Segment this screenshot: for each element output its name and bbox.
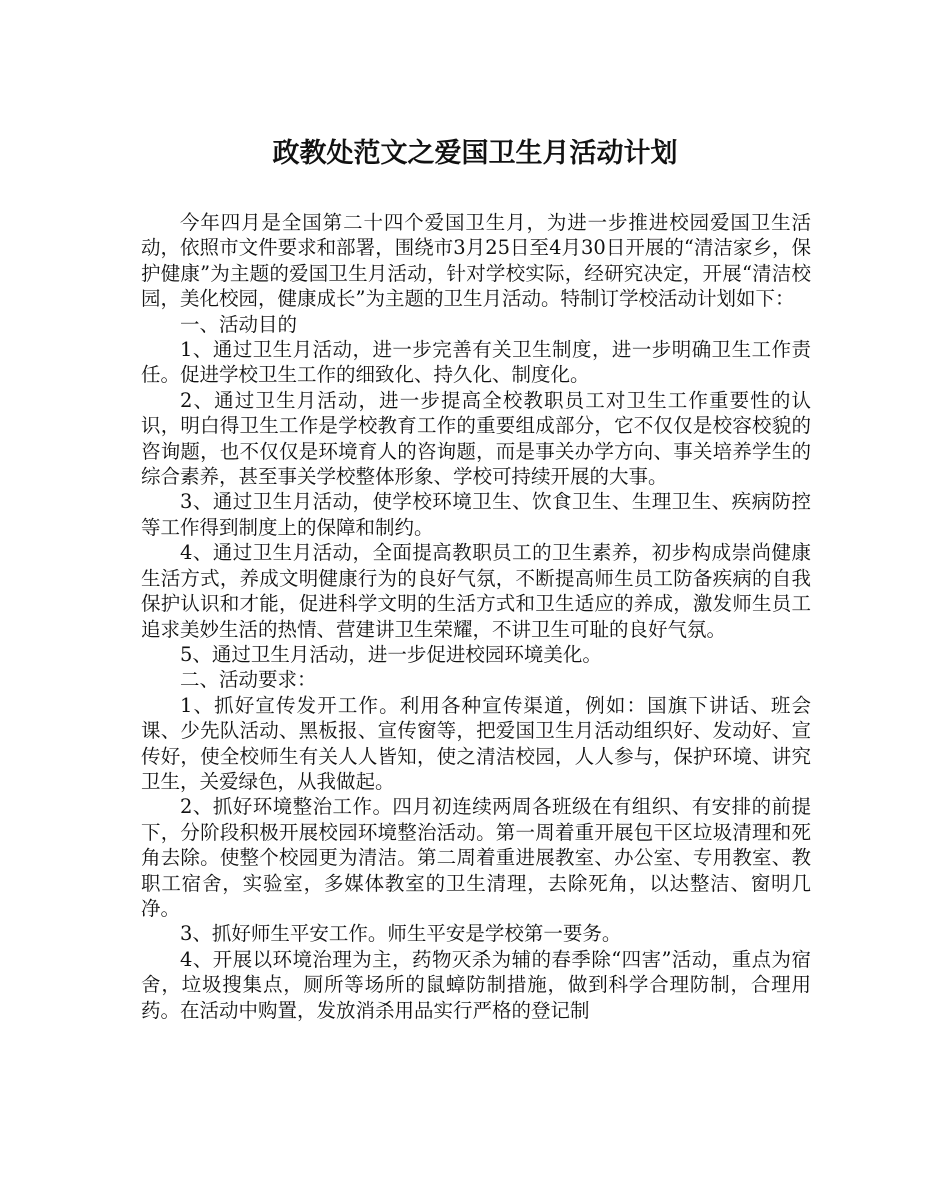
section-heading-requirements: 二、活动要求： bbox=[180, 668, 317, 692]
paragraph-requirement-4: 4、开展以环境治理为主，药物灭杀为辅的春季除“四害”活动，重点为宿舍，垃圾搜集点，厕所等场所的鼠蟑防制措施，做到科学合理防制，合理用药。在活动中购置，发放消杀用品实行严格的登记制 bbox=[141, 947, 811, 1022]
paragraph-purpose-5: 5、通过卫生月活动，进一步促进校园环境美化。 bbox=[180, 642, 602, 666]
paragraph-requirement-3: 3、抓好师生平安工作。师生平安是学校第一要务。 bbox=[180, 922, 622, 946]
section-heading-purpose: 一、活动目的 bbox=[180, 312, 298, 336]
paragraph-requirement-2: 2、抓好环境整治工作。四月初连续两周各班级在有组织、有安排的前提下，分阶段积极开展校园环境整治活动。第一周着重开展包干区垃圾清理和死角去除。使整个校园更为清洁。第二周着重进展教室、办公室、专用教室、教职工宿舍，实验室，多媒体教室的卫生清理，去除死角，以达整洁、窗明几净。 bbox=[141, 795, 811, 920]
paragraph-purpose-2: 2、通过卫生月活动，进一步提高全校教职员工对卫生工作重要性的认识，明白得卫生工作是学校教育工作的重要组成部分，它不仅仅是校容校貌的咨询题，也不仅仅是环境育人的咨询题，而是事关办学方向、事关培养学生的综合素养，甚至事关学校整体形象、学校可持续开展的大事。 bbox=[141, 388, 811, 489]
paragraph-purpose-1: 1、通过卫生月活动，进一步完善有关卫生制度，进一步明确卫生工作责任。促进学校卫生工作的细致化、持久化、制度化。 bbox=[141, 338, 811, 387]
paragraph-requirement-1: 1、抓好宣传发开工作。利用各种宣传渠道，例如：国旗下讲话、班会课、少先队活动、黑板报、宣传窗等，把爱国卫生月活动组织好、发动好、宣传好，使全校师生有关人人皆知，使之清洁校园，人人参与，保护环境、讲究卫生，关爱绿色，从我做起。 bbox=[141, 693, 811, 793]
paragraph-intro: 今年四月是全国第二十四个爱国卫生月，为进一步推进校园爱国卫生活动，依照市文件要求和部署，围绕市3月25日至4月30日开展的“清洁家乡，保护健康”为主题的爱国卫生月活动，针对学校实际，经研究决定，开展“清洁校园，美化校园，健康成长”为主题的卫生月活动。特制订学校活动计划如下： bbox=[141, 211, 811, 311]
document-body bbox=[141, 210, 811, 1023]
paragraph-purpose-3: 3、通过卫生月活动，使学校环境卫生、饮食卫生、生理卫生、疾病防控等工作得到制度上的保障和制约。 bbox=[141, 490, 811, 539]
paragraph-purpose-4: 4、通过卫生月活动，全面提高教职员工的卫生素养，初步构成崇尚健康生活方式，养成文明健康行为的良好气氛，不断提高师生员工防备疾病的自我保护认识和才能，促进科学文明的生活方式和卫生适应的养成，激发师生员工追求美妙生活的热情、营建讲卫生荣耀，不讲卫生可耻的良好气氛。 bbox=[141, 541, 811, 641]
document-title: 政教处范文之爱国卫生月活动计划 bbox=[272, 138, 678, 169]
